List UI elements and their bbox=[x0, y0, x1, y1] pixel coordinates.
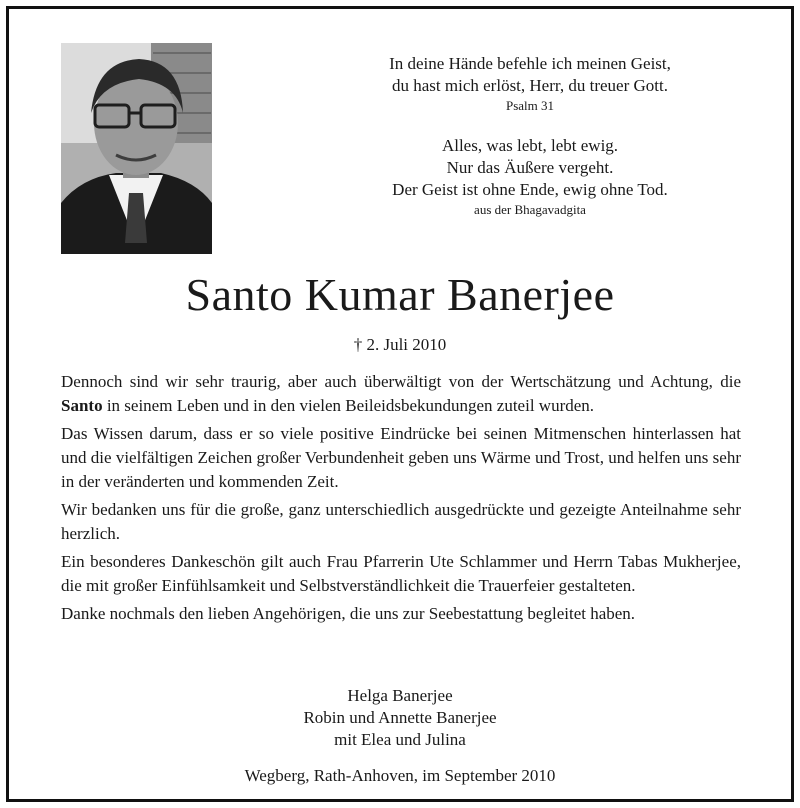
quote-line: In deine Hände befehle ich meinen Geist, bbox=[389, 54, 671, 73]
quote-line: Alles, was lebt, lebt ewig. bbox=[441, 136, 619, 155]
paragraph-5: Danke nochmals den lieben Angehörigen, die uns zur Seebestattung begleitet haben. bbox=[61, 604, 636, 623]
name-highlight: Santo bbox=[61, 396, 103, 415]
quote-source: Psalm 31 bbox=[505, 98, 555, 113]
paragraph-text: Dennoch sind wir sehr traurig, aber auch überwältigt von der Wertschätzung und Achtung, die bbox=[61, 372, 741, 391]
notice-body bbox=[61, 370, 741, 630]
psalm-quote bbox=[300, 53, 760, 115]
quote-line: Der Geist ist ohne Ende, ewig ohne Tod. bbox=[392, 180, 668, 199]
paragraph-2: Das Wissen darum, dass er so viele positive Eindrücke bei seinen Mitmenschen hinterlassen hat und die vielfältigen Zeichen großer Verbundenheit geben uns Wärme und Trost, und helfen uns sehr in der veränderten und kommenden Zeit. bbox=[61, 424, 741, 491]
deceased-name: Santo Kumar Banerjee bbox=[185, 269, 615, 320]
signature-line: Helga Banerjee bbox=[347, 686, 453, 705]
signatures bbox=[0, 685, 800, 751]
signature-line: mit Elea und Julina bbox=[334, 730, 466, 749]
portrait-photo bbox=[61, 43, 212, 254]
paragraph-1 bbox=[61, 370, 741, 418]
quote-line: Nur das Äußere vergeht. bbox=[446, 158, 614, 177]
signature-line: Robin und Annette Banerjee bbox=[303, 708, 497, 727]
death-date: † 2. Juli 2010 bbox=[353, 335, 447, 354]
quote-source: aus der Bhagavadgita bbox=[474, 202, 586, 217]
paragraph-text: in seinem Leben und in den vielen Beileidsbekundungen zuteil wurden. bbox=[102, 396, 595, 415]
gita-quote bbox=[300, 135, 760, 219]
place-and-date: Wegberg, Rath-Anhoven, im September 2010 bbox=[244, 766, 556, 785]
paragraph-3: Wir bedanken uns für die große, ganz unterschiedlich ausgedrückte und gezeigte Anteilnahme sehr herzlich. bbox=[61, 500, 741, 543]
quote-line: du hast mich erlöst, Herr, du treuer Gott. bbox=[392, 76, 668, 95]
paragraph-4: Ein besonderes Dankeschön gilt auch Frau Pfarrerin Ute Schlammer und Herrn Tabas Mukherjee, die mit großer Einfühlsamkeit und Selbstverständlichkeit die Trauerfeier gestalteten. bbox=[61, 552, 741, 595]
